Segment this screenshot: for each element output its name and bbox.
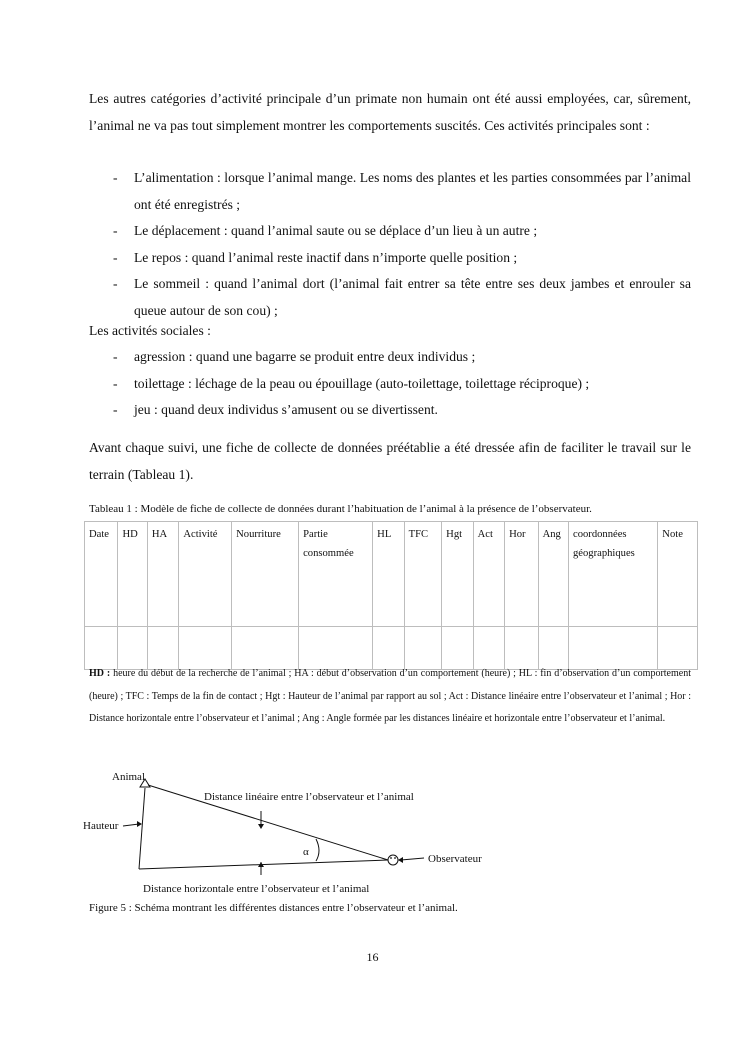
column-header: Activité: [179, 522, 232, 627]
activity-alimentation: L’alimentation : lorsque l’animal mange. Les noms des plantes et les parties consommées par l’animal ont été enregistrés ;: [134, 170, 691, 212]
list-item: [89, 344, 691, 371]
angle-label: α: [303, 846, 309, 858]
distance-schema: [80, 765, 510, 897]
arrowhead: [137, 821, 142, 827]
height-line: [139, 788, 145, 869]
column-header: Date: [85, 522, 118, 627]
horizontal-line: [139, 860, 388, 869]
observer-eye: [390, 857, 392, 859]
observateur-label: Observateur: [428, 853, 482, 865]
bullet-dash: -: [113, 349, 118, 364]
bullet-dash: -: [113, 249, 118, 265]
bullet-dash: -: [113, 170, 118, 185]
angle-arc: [316, 839, 319, 861]
bullet-dash: -: [113, 276, 118, 291]
observateur-pointer-arrow: [401, 858, 424, 860]
social-toilettage: toilettage : léchage de la peau ou épouillage (auto-toilettage, toilettage réciproque) ;: [134, 375, 590, 391]
list-item: [89, 165, 691, 218]
list-item: [89, 218, 691, 245]
list-item: [89, 371, 691, 398]
bullet-dash: -: [113, 402, 118, 417]
list-item: [89, 245, 691, 272]
intro-paragraph: Les autres catégories d’activité principale d’un primate non humain ont été aussi employées, car, sûrement, l’animal ne va pas tout simplement montrer les comportements suscités. Ces activités principales sont :: [89, 91, 691, 133]
social-heading: Les activités sociales :: [89, 323, 211, 338]
animal-label: Animal: [112, 771, 145, 783]
figure-caption: Figure 5 : Schéma montrant les différentes distances entre l’observateur et l’animal.: [89, 902, 458, 914]
hauteur-pointer-arrow: [123, 824, 139, 826]
column-header: Hgt: [442, 522, 473, 627]
bullet-dash: -: [113, 223, 118, 238]
legend-hd-label: HD :: [89, 668, 111, 679]
linear-distance-label: Distance linéaire entre l’observateur et l’animal: [204, 791, 414, 803]
activity-sommeil: Le sommeil : quand l’animal dort (l’animal fait entrer sa tête entre ses deux jambes et enrouler sa queue autour de son cou) ;: [134, 276, 691, 318]
observer-eye: [394, 857, 396, 859]
data-collection-table: [84, 521, 698, 670]
column-header: Note: [658, 522, 698, 627]
social-activities-list: [89, 344, 691, 424]
column-header: Act: [473, 522, 504, 627]
legend-text: heure du début de la recherche de l’animal ; HA : début d’observation d’un comportement (heure) ; HL : fin d’observation d’un comportement (heure) ; TFC : Temps de la fin de contact ; Hgt : Hauteur de l’animal par rapport au sol ; Act : Distance linéaire entre l’observateur et l’animal ; Hor : Distance horizontale entre l’observateur et l’animal ; Ang : Angle formée par les distances linéaire et horizontale entre l’observateur et l’animal.: [89, 668, 691, 724]
table-caption: Tableau 1 : Modèle de fiche de collecte de données durant l’habituation de l’animal à la présence de l’observateur.: [89, 503, 592, 515]
list-item: [89, 397, 691, 424]
activity-repos: Le repos : quand l’animal reste inactif dans n’importe quelle position ;: [134, 249, 518, 265]
page-number: 16: [366, 950, 379, 964]
bullet-dash: -: [113, 375, 118, 391]
suivi-paragraph: Avant chaque suivi, une fiche de collecte de données préétablie a été dressée afin de faciliter le travail sur le terrain (Tableau 1).: [89, 440, 691, 482]
arrowhead: [258, 824, 264, 829]
column-header: coordonnées géographiques: [569, 522, 658, 627]
arrowhead: [398, 857, 403, 863]
column-header: Ang: [538, 522, 568, 627]
observer-icon: [388, 855, 398, 865]
table-header-row: [85, 522, 698, 627]
column-header: HD: [118, 522, 147, 627]
column-header: HA: [147, 522, 178, 627]
column-header: TFC: [404, 522, 442, 627]
column-header: Hor: [505, 522, 538, 627]
column-header: HL: [373, 522, 404, 627]
social-agression: agression : quand une bagarre se produit entre deux individus ;: [134, 349, 476, 364]
column-header: Partie consommée: [299, 522, 373, 627]
column-header: Nourriture: [232, 522, 299, 627]
table-legend: [89, 663, 691, 731]
horizontal-distance-label: Distance horizontale entre l’observateur et l’animal: [143, 883, 370, 895]
hauteur-label: Hauteur: [83, 820, 119, 832]
activity-deplacement: Le déplacement : quand l’animal saute ou se déplace d’un lieu à un autre ;: [134, 223, 538, 238]
list-item: [89, 271, 691, 324]
main-activities-list: [89, 165, 691, 324]
social-jeu: jeu : quand deux individus s’amusent ou se divertissent.: [134, 402, 438, 417]
